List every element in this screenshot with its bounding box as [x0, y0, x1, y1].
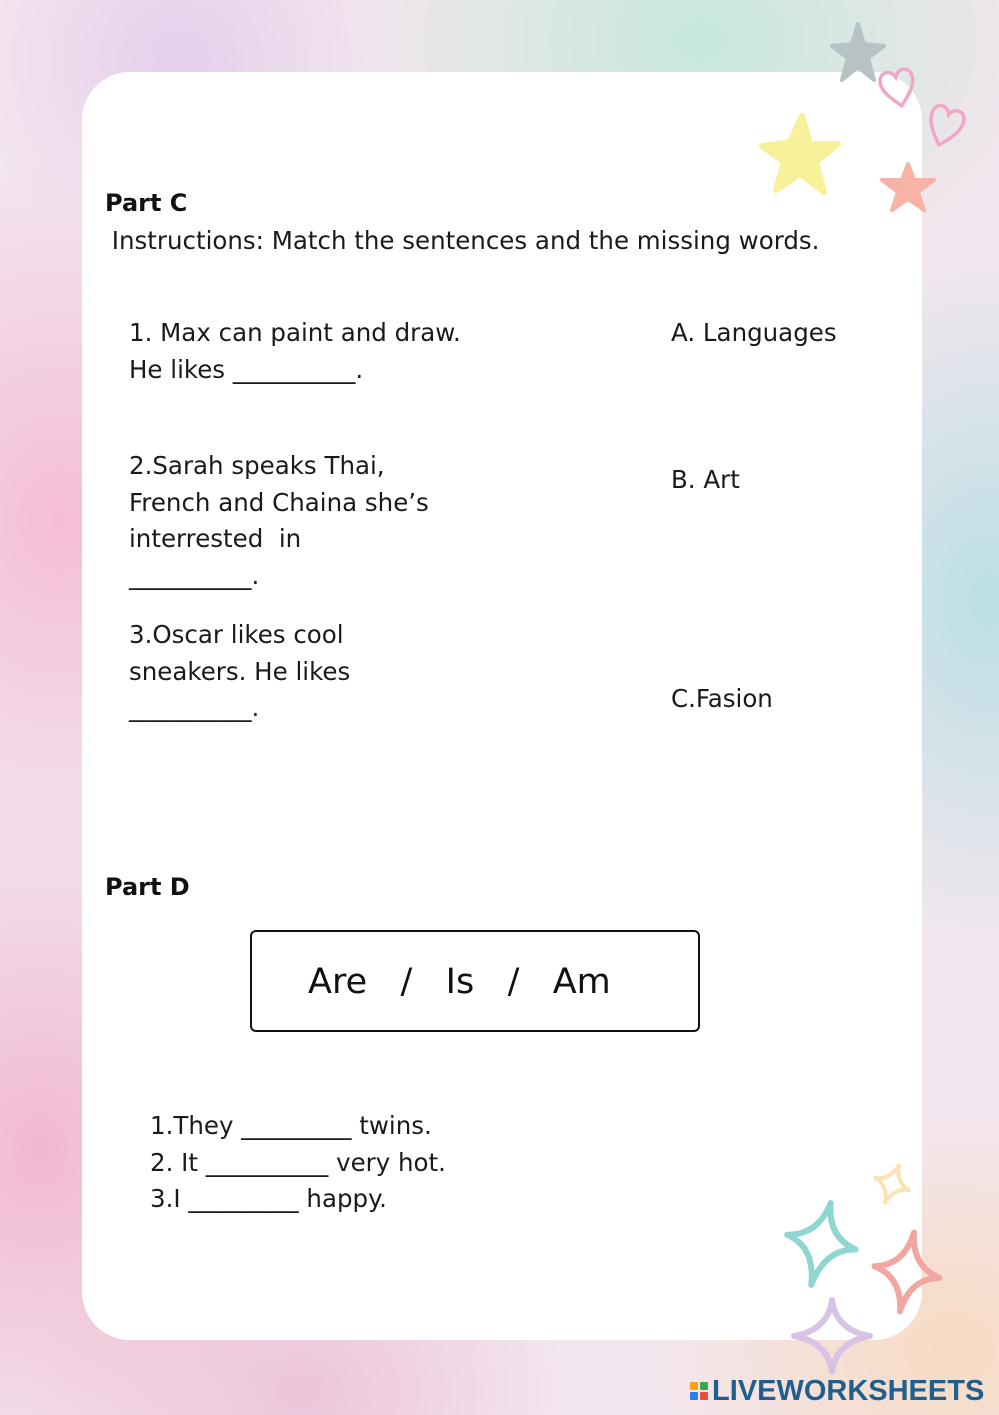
coral-sparkle-icon: [870, 1226, 944, 1318]
coral-star-icon: [880, 160, 938, 214]
pink-heart-icon: [922, 100, 968, 152]
lavender-sparkle-icon: [790, 1296, 874, 1376]
part-d-item-2[interactable]: 2. It __________ very hot.: [150, 1147, 446, 1177]
teal-sparkle-icon: [782, 1196, 860, 1292]
part-d-list: [150, 1108, 446, 1218]
peach-sparkle-icon: [870, 1160, 914, 1208]
part-d-item-1[interactable]: 1.They _________ twins.: [150, 1111, 432, 1140]
part-c-heading: Part C: [105, 189, 188, 217]
yellow-star-icon: [758, 110, 842, 198]
part-c-instructions: Instructions: Match the sentences and the missing words.: [104, 226, 820, 255]
question-2: 2.Sarah speaks Thai, French and Chaina she’s interrested in __________.: [129, 451, 429, 590]
part-d-heading: Part D: [105, 873, 190, 901]
question-3: 3.Oscar likes cool sneakers. He likes __________.: [129, 620, 351, 722]
word-bank-box: [250, 930, 700, 1032]
word-bank-words: Are / Is / Am: [308, 962, 611, 1002]
answer-b[interactable]: B. Art: [671, 465, 740, 494]
logo-grid-icon: [690, 1382, 708, 1400]
question-1: 1. Max can paint and draw. He likes __________.: [129, 318, 461, 384]
part-d-item-3[interactable]: 3.I _________ happy.: [150, 1184, 387, 1214]
liveworksheets-logo[interactable]: [690, 1372, 984, 1410]
answer-a[interactable]: A. Languages: [671, 318, 837, 347]
answer-c[interactable]: C.Fasion: [671, 684, 773, 713]
logo-text: LIVEWORKSHEETS: [712, 1374, 985, 1407]
pink-heart-icon: [876, 64, 920, 112]
